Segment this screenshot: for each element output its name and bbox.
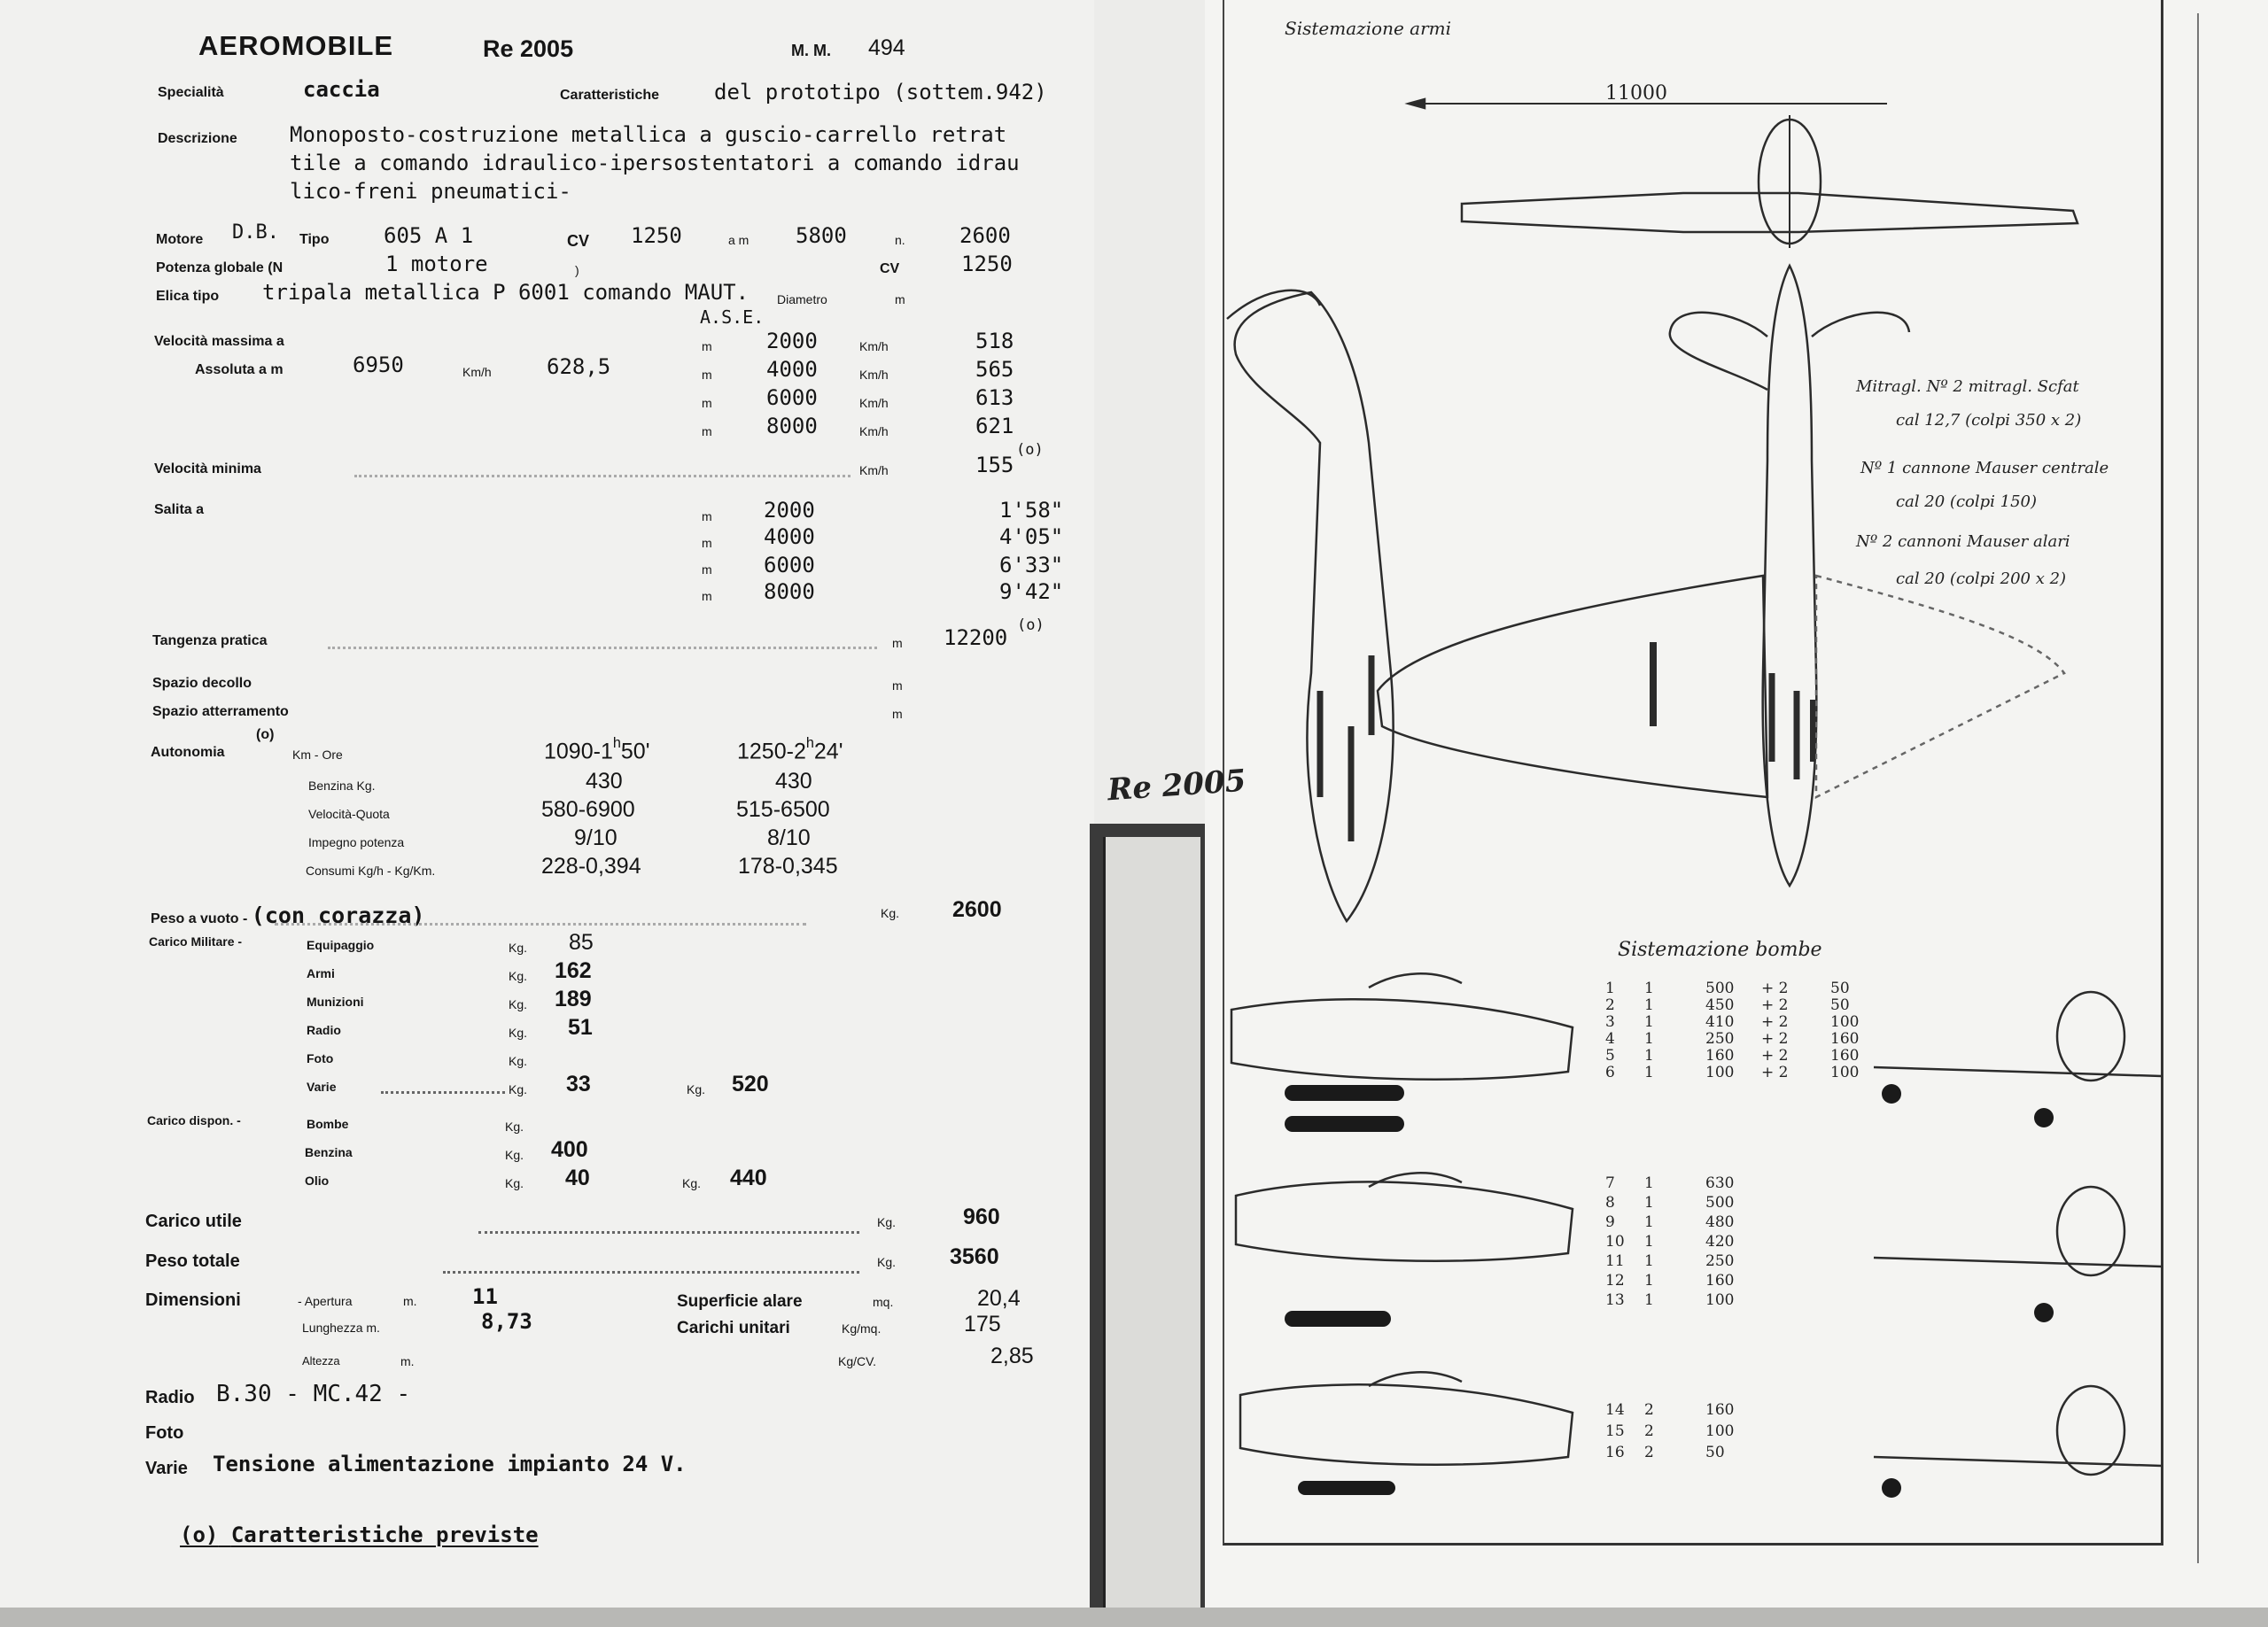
- autonomia-note: (o): [256, 727, 275, 742]
- bomb-row-count: 1: [1644, 1252, 1654, 1270]
- motore-make: D.B.: [232, 221, 279, 244]
- apertura-label: - Apertura: [298, 1294, 353, 1308]
- bomb-row-plus: + 2: [1761, 1030, 1789, 1048]
- vmax-unit-4: Km/h: [859, 424, 889, 438]
- ase-label: A.S.E.: [700, 306, 765, 328]
- elica-label: Elica tipo: [156, 289, 220, 304]
- bomb-shape-2: [1285, 1116, 1404, 1132]
- autonomia-a-4: 9/10: [574, 825, 617, 850]
- superficie-label: Superficie alare: [677, 1292, 803, 1311]
- bomb-row-kg: 100: [1705, 1291, 1735, 1309]
- carichi-unit: Kg/mq.: [842, 1321, 882, 1336]
- vmax-unit-3: Km/h: [859, 396, 889, 410]
- salita-tempo-1: 1'58": [999, 498, 1064, 523]
- bomb-front-view-2: [2057, 1187, 2124, 1275]
- potenza-motori: 1 motore: [385, 252, 488, 276]
- assoluta-velocita: 628,5: [547, 354, 611, 379]
- peso-totale-value: 3560: [950, 1244, 999, 1269]
- bomb-shape-4: [1298, 1481, 1395, 1495]
- bomb-row-kg: 160: [1705, 1047, 1735, 1065]
- plan-view-fuselage: [1763, 266, 1817, 886]
- motore-cv: 1250: [631, 223, 682, 248]
- plan-view-wing: [1378, 576, 1767, 797]
- varie-value: Tensione alimentazione impianto 24 V.: [213, 1452, 687, 1476]
- armi-title: Sistemazione armi: [1285, 18, 1452, 39]
- bomb-row-count: 2: [1644, 1444, 1654, 1461]
- bomb-row-kg: 100: [1705, 1422, 1735, 1440]
- bomb-row-plus: + 2: [1761, 1064, 1789, 1081]
- autonomia-row-label-4: Impegno potenza: [308, 835, 405, 849]
- carichi-label: Carichi unitari: [677, 1319, 790, 1337]
- mm-label: M. M.: [791, 42, 831, 59]
- mm-number: 494: [868, 35, 905, 60]
- motore-label: Motore: [156, 232, 204, 247]
- carico-militare-row-label-5: Foto: [307, 1051, 334, 1065]
- autonomia-a-5: 228-0,394: [541, 854, 641, 879]
- carico-utile-label: Carico utile: [145, 1212, 242, 1231]
- bomb-row-kg: 420: [1705, 1233, 1735, 1251]
- peso-vuoto-unit: Kg.: [881, 906, 900, 920]
- autonomia-b-4: 8/10: [767, 825, 811, 850]
- bomb-row-plus: + 2: [1761, 1047, 1789, 1065]
- bomb-row-number: 11: [1605, 1252, 1625, 1270]
- span-arrow-left: [1409, 99, 1425, 108]
- bomb-row-number: 13: [1605, 1291, 1625, 1309]
- bomb-row-kg: 160: [1705, 1272, 1735, 1290]
- spazio-decollo-unit: m: [892, 678, 903, 693]
- bomb-row-plus: + 2: [1761, 996, 1789, 1014]
- bomb-row-kg: 100: [1705, 1064, 1735, 1081]
- carico-militare-row-label-6: Varie: [307, 1080, 337, 1094]
- potenza-cv-label: CV: [880, 261, 900, 276]
- carico-militare-unit-2: Kg.: [509, 969, 528, 983]
- front-view-wing: [1462, 193, 2078, 232]
- kgcv-unit: Kg/CV.: [838, 1354, 877, 1368]
- aeromobile-title: AEROMOBILE: [198, 30, 394, 61]
- armi-note-1: Mitragl. Nº 2 mitragl. Scfat: [1856, 377, 2079, 396]
- bomb-row-kg: 500: [1705, 1194, 1735, 1212]
- velocita-minima-note: (o): [1016, 441, 1044, 459]
- bomb-front-view-3: [2057, 1386, 2124, 1475]
- radio-value: B.30 - MC.42 -: [216, 1381, 411, 1407]
- tangenza-unit: m: [892, 636, 903, 650]
- tangenza-value: 12200: [944, 625, 1008, 650]
- superficie-value: 20,4: [977, 1286, 1021, 1311]
- bomb-row-kg: 500: [1705, 980, 1735, 997]
- bomb-row-number: 2: [1605, 996, 1615, 1014]
- altezza-unit: m.: [400, 1354, 415, 1368]
- spazio-decollo-label: Spazio decollo: [152, 676, 252, 691]
- plan-view-tailplane-left: [1670, 313, 1767, 390]
- autonomia-b-5: 178-0,345: [738, 854, 838, 879]
- vmax-val-2: 565: [975, 357, 1014, 382]
- bomb-row-plus: + 2: [1761, 1013, 1789, 1031]
- descrizione-line-2: tile a comando idraulico-ipersostentatori a comando idrau: [290, 151, 1020, 175]
- bomb-row-plus: + 2: [1761, 980, 1789, 997]
- carico-utile-value: 960: [963, 1205, 1000, 1229]
- vmax-val-4: 621: [975, 414, 1014, 438]
- altezza-label: Altezza: [302, 1354, 340, 1367]
- assoluta-quota: 6950: [353, 353, 404, 377]
- tipo-label: Tipo: [299, 232, 330, 247]
- potenza-cv: 1250: [961, 252, 1013, 276]
- cv-label: CV: [567, 232, 590, 250]
- quota-label: a m: [728, 233, 750, 247]
- bomb-front-view-1: [2057, 992, 2124, 1081]
- aircraft-model: Re 2005: [483, 35, 574, 62]
- bomb-row-number: 9: [1605, 1213, 1615, 1231]
- motore-quota: 5800: [796, 223, 847, 248]
- lunghezza-label: Lunghezza m.: [302, 1321, 380, 1335]
- bomb-row-number: 5: [1605, 1047, 1615, 1065]
- bomb-row-count: 1: [1644, 1174, 1654, 1192]
- carico-disponibile-unit-1: Kg.: [505, 1120, 524, 1134]
- carico-militare-total-unit: Kg.: [687, 1082, 706, 1096]
- carico-militare-unit-5: Kg.: [509, 1054, 528, 1068]
- carico-militare-value-2: 162: [555, 958, 592, 983]
- bomb-row-small: 100: [1830, 1064, 1860, 1081]
- lunghezza-value: 8,73: [481, 1309, 532, 1334]
- bomb-dot-3: [2034, 1303, 2054, 1322]
- bomb-row-kg: 410: [1705, 1013, 1735, 1031]
- carico-militare-row-label-2: Armi: [307, 966, 335, 980]
- bomb-dot-2: [2034, 1108, 2054, 1127]
- salita-quota-2: 4000: [764, 524, 815, 549]
- carico-militare-row-label-3: Munizioni: [307, 995, 364, 1009]
- bomb-dot-4: [1882, 1478, 1901, 1498]
- spazio-atterramento-unit: m: [892, 707, 903, 721]
- bomb-front-view-wing-1: [1874, 1067, 2162, 1076]
- side-view-fuselage: [1235, 292, 1394, 921]
- autonomia-b-2: 430: [775, 769, 812, 794]
- carico-militare-value-3: 189: [555, 987, 592, 1011]
- velocita-minima-value: 155: [975, 453, 1014, 477]
- carico-disponibile-value-2: 400: [551, 1137, 588, 1162]
- bomb-front-view-wing-2: [1874, 1258, 2162, 1267]
- armi-note-2: cal 12,7 (colpi 350 x 2): [1896, 411, 2082, 430]
- bomb-side-view-1: [1231, 999, 1573, 1079]
- autonomia-b-3: 515-6500: [736, 797, 830, 822]
- apertura-value: 11: [472, 1284, 498, 1309]
- carico-militare-value-4: 51: [568, 1015, 593, 1040]
- bomb-row-small: 50: [1830, 996, 1850, 1014]
- spazio-atterramento-label: Spazio atterramento: [152, 704, 289, 719]
- bomb-row-count: 1: [1644, 1272, 1654, 1290]
- specialita-label: Specialità: [158, 85, 224, 100]
- elica-value: tripala metallica P 6001 comando MAUT.: [262, 280, 750, 305]
- autonomia-row-label-5: Consumi Kg/h - Kg/Km.: [306, 864, 436, 878]
- caratteristiche-label: Caratteristiche: [560, 88, 660, 103]
- armi-note-6: cal 20 (colpi 200 x 2): [1896, 569, 2067, 588]
- carico-militare-value-1: 85: [569, 930, 594, 955]
- bomb-row-count: 1: [1644, 1194, 1654, 1212]
- carico-disponibile-row-label-3: Olio: [305, 1174, 330, 1188]
- bomb-row-number: 6: [1605, 1064, 1615, 1081]
- autonomia-row-label-3: Velocità-Quota: [308, 807, 390, 821]
- bomb-row-kg: 250: [1705, 1252, 1735, 1270]
- carico-disponibile-value-3: 40: [565, 1166, 590, 1190]
- radio-label: Radio: [145, 1388, 195, 1407]
- autonomia-row-label-1: Km - Ore: [292, 748, 343, 762]
- salita-m-4: m: [702, 589, 712, 603]
- bomb-row-count: 1: [1644, 1213, 1654, 1231]
- bomb-row-small: 50: [1830, 980, 1850, 997]
- bomb-row-kg: 160: [1705, 1401, 1735, 1419]
- autonomia-a-1: 1090-1$^h$50': [544, 734, 650, 764]
- potenza-paren: ): [575, 263, 579, 277]
- salita-quota-1: 2000: [764, 498, 815, 523]
- carico-militare-unit-4: Kg.: [509, 1026, 528, 1040]
- bomb-row-kg: 50: [1705, 1444, 1725, 1461]
- bomb-row-count: 1: [1644, 1047, 1654, 1065]
- vmax-m-2: m: [702, 368, 712, 382]
- bomb-side-view-3: [1240, 1384, 1573, 1464]
- carichi-value: 175: [964, 1312, 1001, 1336]
- gutter-caption: Re 2005: [1106, 763, 1247, 809]
- vmax-quota-2: 4000: [766, 357, 818, 382]
- dimensioni-label: Dimensioni: [145, 1290, 241, 1310]
- armi-note-3: Nº 1 cannone Mauser centrale: [1860, 459, 2109, 477]
- giri-label: n.: [895, 233, 905, 247]
- bomb-row-count: 1: [1644, 1013, 1654, 1031]
- bomb-row-number: 1: [1605, 980, 1615, 997]
- peso-totale-label: Peso totale: [145, 1251, 240, 1271]
- bombe-title: Sistemazione bombe: [1618, 939, 1822, 961]
- superficie-unit: mq.: [873, 1295, 894, 1309]
- bomb-row-count: 1: [1644, 1064, 1654, 1081]
- bomb-row-count: 2: [1644, 1422, 1654, 1440]
- carico-militare-row-label-1: Equipaggio: [307, 938, 375, 952]
- descrizione-line-1: Monoposto-costruzione metallica a guscio-carrello retrat: [290, 122, 1007, 147]
- carico-disponibile-unit-3: Kg.: [505, 1176, 524, 1190]
- bomb-row-count: 1: [1644, 1291, 1654, 1309]
- bomb-row-kg: 250: [1705, 1030, 1735, 1048]
- bomb-row-small: 100: [1830, 1013, 1860, 1031]
- peso-vuoto-value: 2600: [952, 897, 1002, 922]
- tangenza-note: (o): [1017, 616, 1045, 634]
- peso-totale-unit: Kg.: [877, 1255, 897, 1269]
- salita-tempo-3: 6'33": [999, 553, 1064, 577]
- vmax-quota-4: 8000: [766, 414, 818, 438]
- bomb-row-small: 160: [1830, 1047, 1860, 1065]
- salita-quota-3: 6000: [764, 553, 815, 577]
- span-dimension: 11000: [1605, 82, 1667, 105]
- bomb-row-number: 10: [1605, 1233, 1625, 1251]
- bomb-shape-3: [1285, 1311, 1391, 1327]
- carico-militare-unit-6: Kg.: [509, 1082, 528, 1096]
- salita-tempo-2: 4'05": [999, 524, 1064, 549]
- carico-militare-unit-3: Kg.: [509, 997, 528, 1011]
- salita-m-2: m: [702, 536, 712, 550]
- tangenza-label: Tangenza pratica: [152, 633, 268, 648]
- salita-m-3: m: [702, 562, 712, 577]
- bomb-dot-1: [1882, 1084, 1901, 1104]
- carico-militare-row-label-4: Radio: [307, 1023, 341, 1037]
- vmax-m-4: m: [702, 424, 712, 438]
- bomb-row-count: 2: [1644, 1401, 1654, 1419]
- autonomia-row-label-2: Benzina Kg.: [308, 779, 376, 793]
- assoluta-label: Assoluta a m: [195, 362, 284, 377]
- carico-utile-unit: Kg.: [877, 1215, 897, 1229]
- kgcv-value: 2,85: [990, 1344, 1034, 1368]
- specialita-value: caccia: [303, 77, 380, 102]
- vmax-val-3: 613: [975, 385, 1014, 410]
- autonomia-a-3: 580-6900: [541, 797, 635, 822]
- autonomia-label: Autonomia: [151, 745, 225, 760]
- bomb-row-number: 14: [1605, 1401, 1625, 1419]
- carico-disponibile-total-unit: Kg.: [682, 1176, 702, 1190]
- bomb-shape-1: [1285, 1085, 1404, 1101]
- bomb-row-count: 1: [1644, 1233, 1654, 1251]
- side-view-fin: [1227, 291, 1320, 319]
- velocita-minima-label: Velocità minima: [154, 461, 261, 476]
- bomb-row-kg: 450: [1705, 996, 1735, 1014]
- carico-militare-value-6: 33: [566, 1072, 591, 1096]
- motore-giri: 2600: [959, 223, 1011, 248]
- varie-label: Varie: [145, 1459, 188, 1478]
- bomb-row-number: 15: [1605, 1422, 1625, 1440]
- vmax-quota-1: 2000: [766, 329, 818, 353]
- vmax-m-3: m: [702, 396, 712, 410]
- armi-note-4: cal 20 (colpi 150): [1896, 492, 2037, 511]
- bomb-row-count: 1: [1644, 980, 1654, 997]
- plan-view-tailplane-right: [1812, 313, 1909, 337]
- motore-tipo: 605 A 1: [384, 223, 474, 248]
- bomb-row-number: 8: [1605, 1194, 1615, 1212]
- caratteristiche-value: del prototipo (sottem.942): [714, 80, 1047, 105]
- bomb-row-kg: 480: [1705, 1213, 1735, 1231]
- bomb-row-kg: 630: [1705, 1174, 1735, 1192]
- vmax-unit-1: Km/h: [859, 339, 889, 353]
- carico-disponibile-row-label-2: Benzina: [305, 1145, 353, 1159]
- potenza-label: Potenza globale (N: [156, 260, 284, 275]
- plan-view-wing-right: [1816, 576, 2064, 797]
- bomb-row-number: 16: [1605, 1444, 1625, 1461]
- vmax-unit-2: Km/h: [859, 368, 889, 382]
- carico-militare-label: Carico Militare -: [149, 934, 243, 949]
- apertura-unit: m.: [403, 1294, 417, 1308]
- descrizione-line-3: lico-freni pneumatici-: [290, 179, 571, 204]
- peso-vuoto-label: Peso a vuoto - (con corazza): [151, 903, 425, 928]
- bomb-row-number: 3: [1605, 1013, 1615, 1031]
- bomb-row-small: 160: [1830, 1030, 1860, 1048]
- carico-disponibile-unit-2: Kg.: [505, 1148, 524, 1162]
- bomb-row-number: 12: [1605, 1272, 1625, 1290]
- autonomia-b-1: 1250-2$^h$24': [737, 734, 843, 764]
- salita-m-1: m: [702, 509, 712, 523]
- assoluta-unit: Km/h: [462, 365, 492, 379]
- vmax-quota-3: 6000: [766, 385, 818, 410]
- foto-label: Foto: [145, 1423, 184, 1443]
- descrizione-label: Descrizione: [158, 131, 237, 146]
- velocita-massima-label: Velocità massima a: [154, 334, 284, 349]
- diametro-unit: m: [895, 292, 905, 306]
- bomb-row-count: 1: [1644, 996, 1654, 1014]
- carico-militare-total: 520: [732, 1072, 769, 1096]
- carico-disponibile-total: 440: [730, 1166, 767, 1190]
- autonomia-a-2: 430: [586, 769, 623, 794]
- footnote: (o) Caratteristiche previste: [180, 1522, 539, 1547]
- velocita-minima-unit: Km/h: [859, 463, 889, 477]
- salita-quota-4: 8000: [764, 579, 815, 604]
- bomb-front-view-wing-3: [1874, 1457, 2162, 1466]
- diametro-label: Diametro: [777, 292, 827, 306]
- carico-militare-unit-1: Kg.: [509, 941, 528, 955]
- bomb-row-count: 1: [1644, 1030, 1654, 1048]
- bomb-row-number: 4: [1605, 1030, 1615, 1048]
- armi-note-5: Nº 2 cannoni Mauser alari: [1856, 532, 2070, 551]
- carico-disponibile-row-label-1: Bombe: [307, 1117, 349, 1131]
- bomb-row-number: 7: [1605, 1174, 1615, 1192]
- bomb-side-view-canopy-1: [1369, 973, 1462, 988]
- salita-label: Salita a: [154, 502, 205, 517]
- bomb-side-view-2: [1236, 1182, 1573, 1260]
- vmax-m-1: m: [702, 339, 712, 353]
- vmax-val-1: 518: [975, 329, 1014, 353]
- carico-disponibile-label: Carico dispon. -: [147, 1113, 241, 1127]
- salita-tempo-4: 9'42": [999, 579, 1064, 604]
